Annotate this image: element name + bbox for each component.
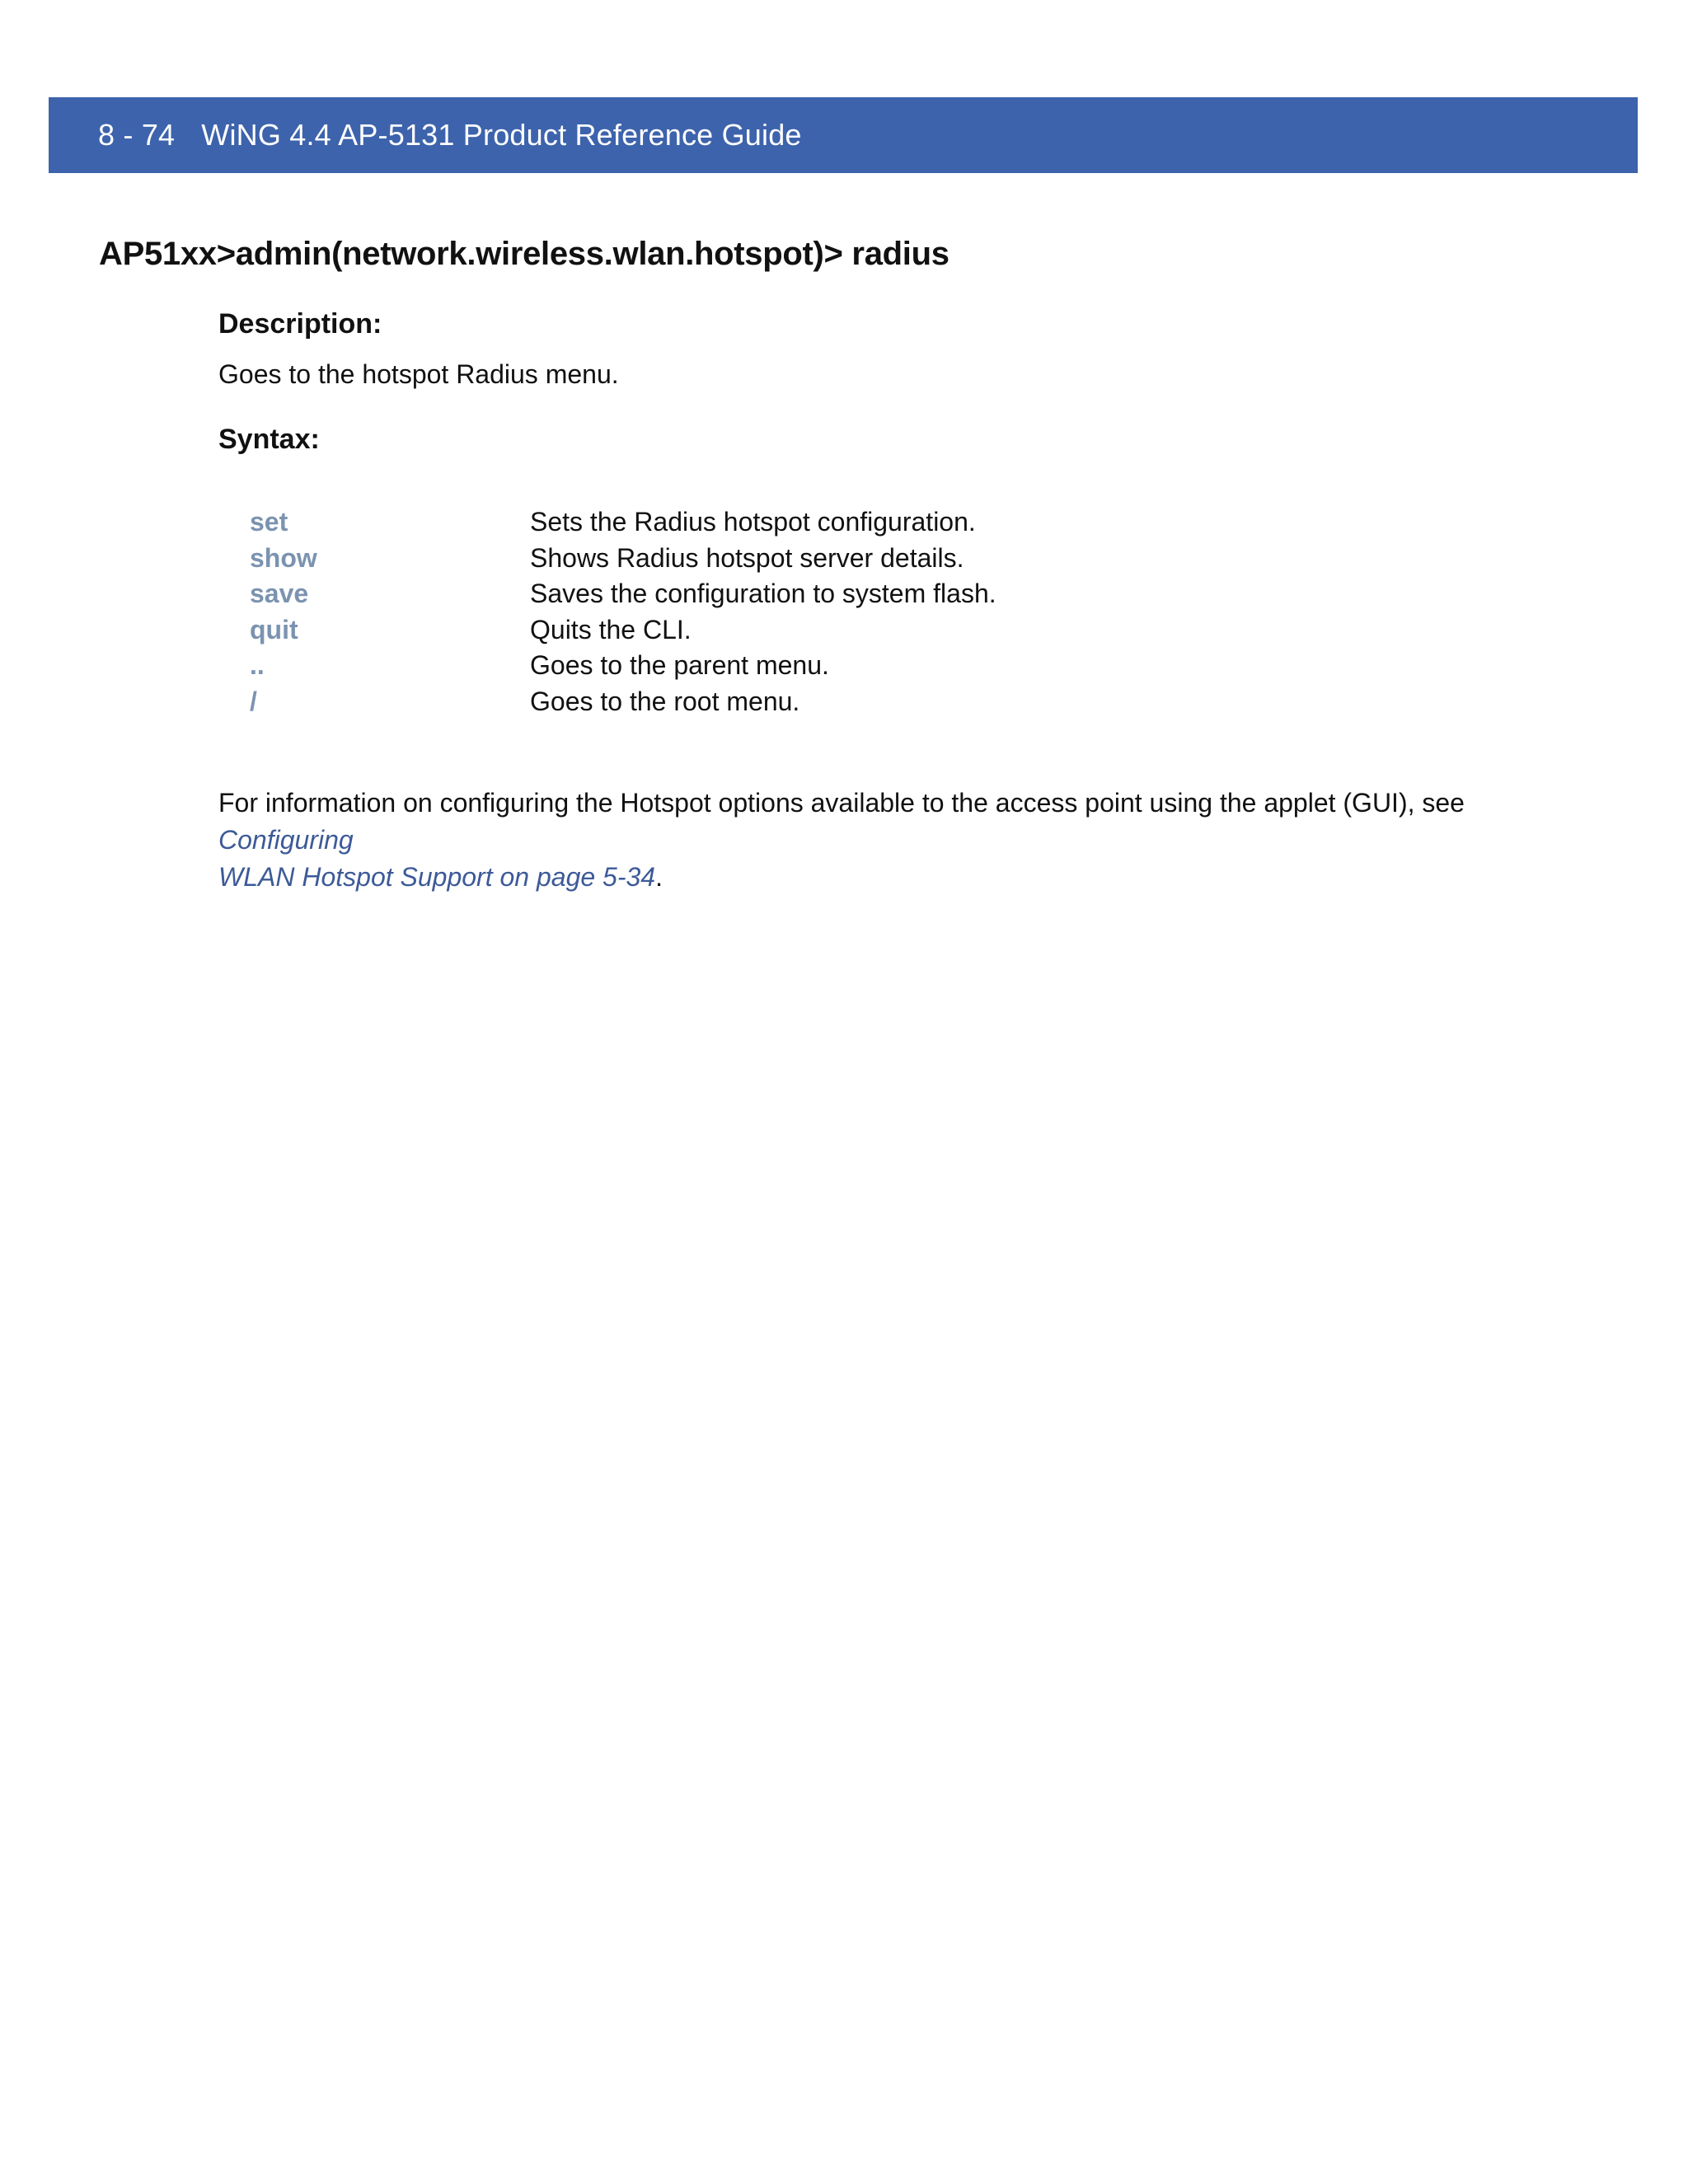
page-header-bar	[49, 97, 1638, 173]
cross-reference-link[interactable]	[218, 825, 655, 892]
cross-reference-link-line1: Configuring	[218, 825, 354, 855]
syntax-command: save	[250, 579, 309, 609]
syntax-command: set	[250, 507, 288, 537]
cross-reference-link-line2: WLAN Hotspot Support on page 5-34	[218, 862, 656, 892]
syntax-description: Shows Radius hotspot server details.	[530, 542, 964, 573]
footer-note-period: .	[655, 862, 663, 892]
syntax-description: Saves the configuration to system flash.	[530, 579, 996, 609]
syntax-description: Goes to the parent menu.	[530, 650, 829, 681]
syntax-description: Sets the Radius hotspot configuration.	[530, 507, 976, 537]
description-text: Goes to the hotspot Radius menu.	[218, 359, 619, 389]
footer-note-text: For information on configuring the Hotspot options available to the access point using the applet (GUI), see	[218, 788, 1465, 818]
syntax-command: ..	[250, 650, 265, 681]
header-guide-title: WiNG 4.4 AP-5131 Product Reference Guide	[201, 118, 802, 152]
command-title: AP51xx>admin(network.wireless.wlan.hotspot)> radius	[99, 236, 950, 272]
syntax-row-parent	[250, 648, 996, 684]
syntax-row-root	[250, 684, 996, 720]
syntax-heading: Syntax:	[218, 424, 320, 455]
syntax-row-quit	[250, 612, 996, 649]
syntax-table	[250, 504, 996, 719]
syntax-command: /	[250, 686, 257, 716]
syntax-description: Goes to the root menu.	[530, 686, 800, 716]
footer-note	[218, 785, 1529, 896]
syntax-description: Quits the CLI.	[530, 614, 692, 644]
header-page-number: 8 - 74	[98, 118, 176, 152]
syntax-row-show	[250, 541, 996, 577]
syntax-row-set	[250, 504, 996, 541]
syntax-command: show	[250, 542, 317, 573]
description-heading: Description:	[218, 308, 382, 340]
syntax-command: quit	[250, 614, 298, 644]
syntax-row-save	[250, 576, 996, 612]
